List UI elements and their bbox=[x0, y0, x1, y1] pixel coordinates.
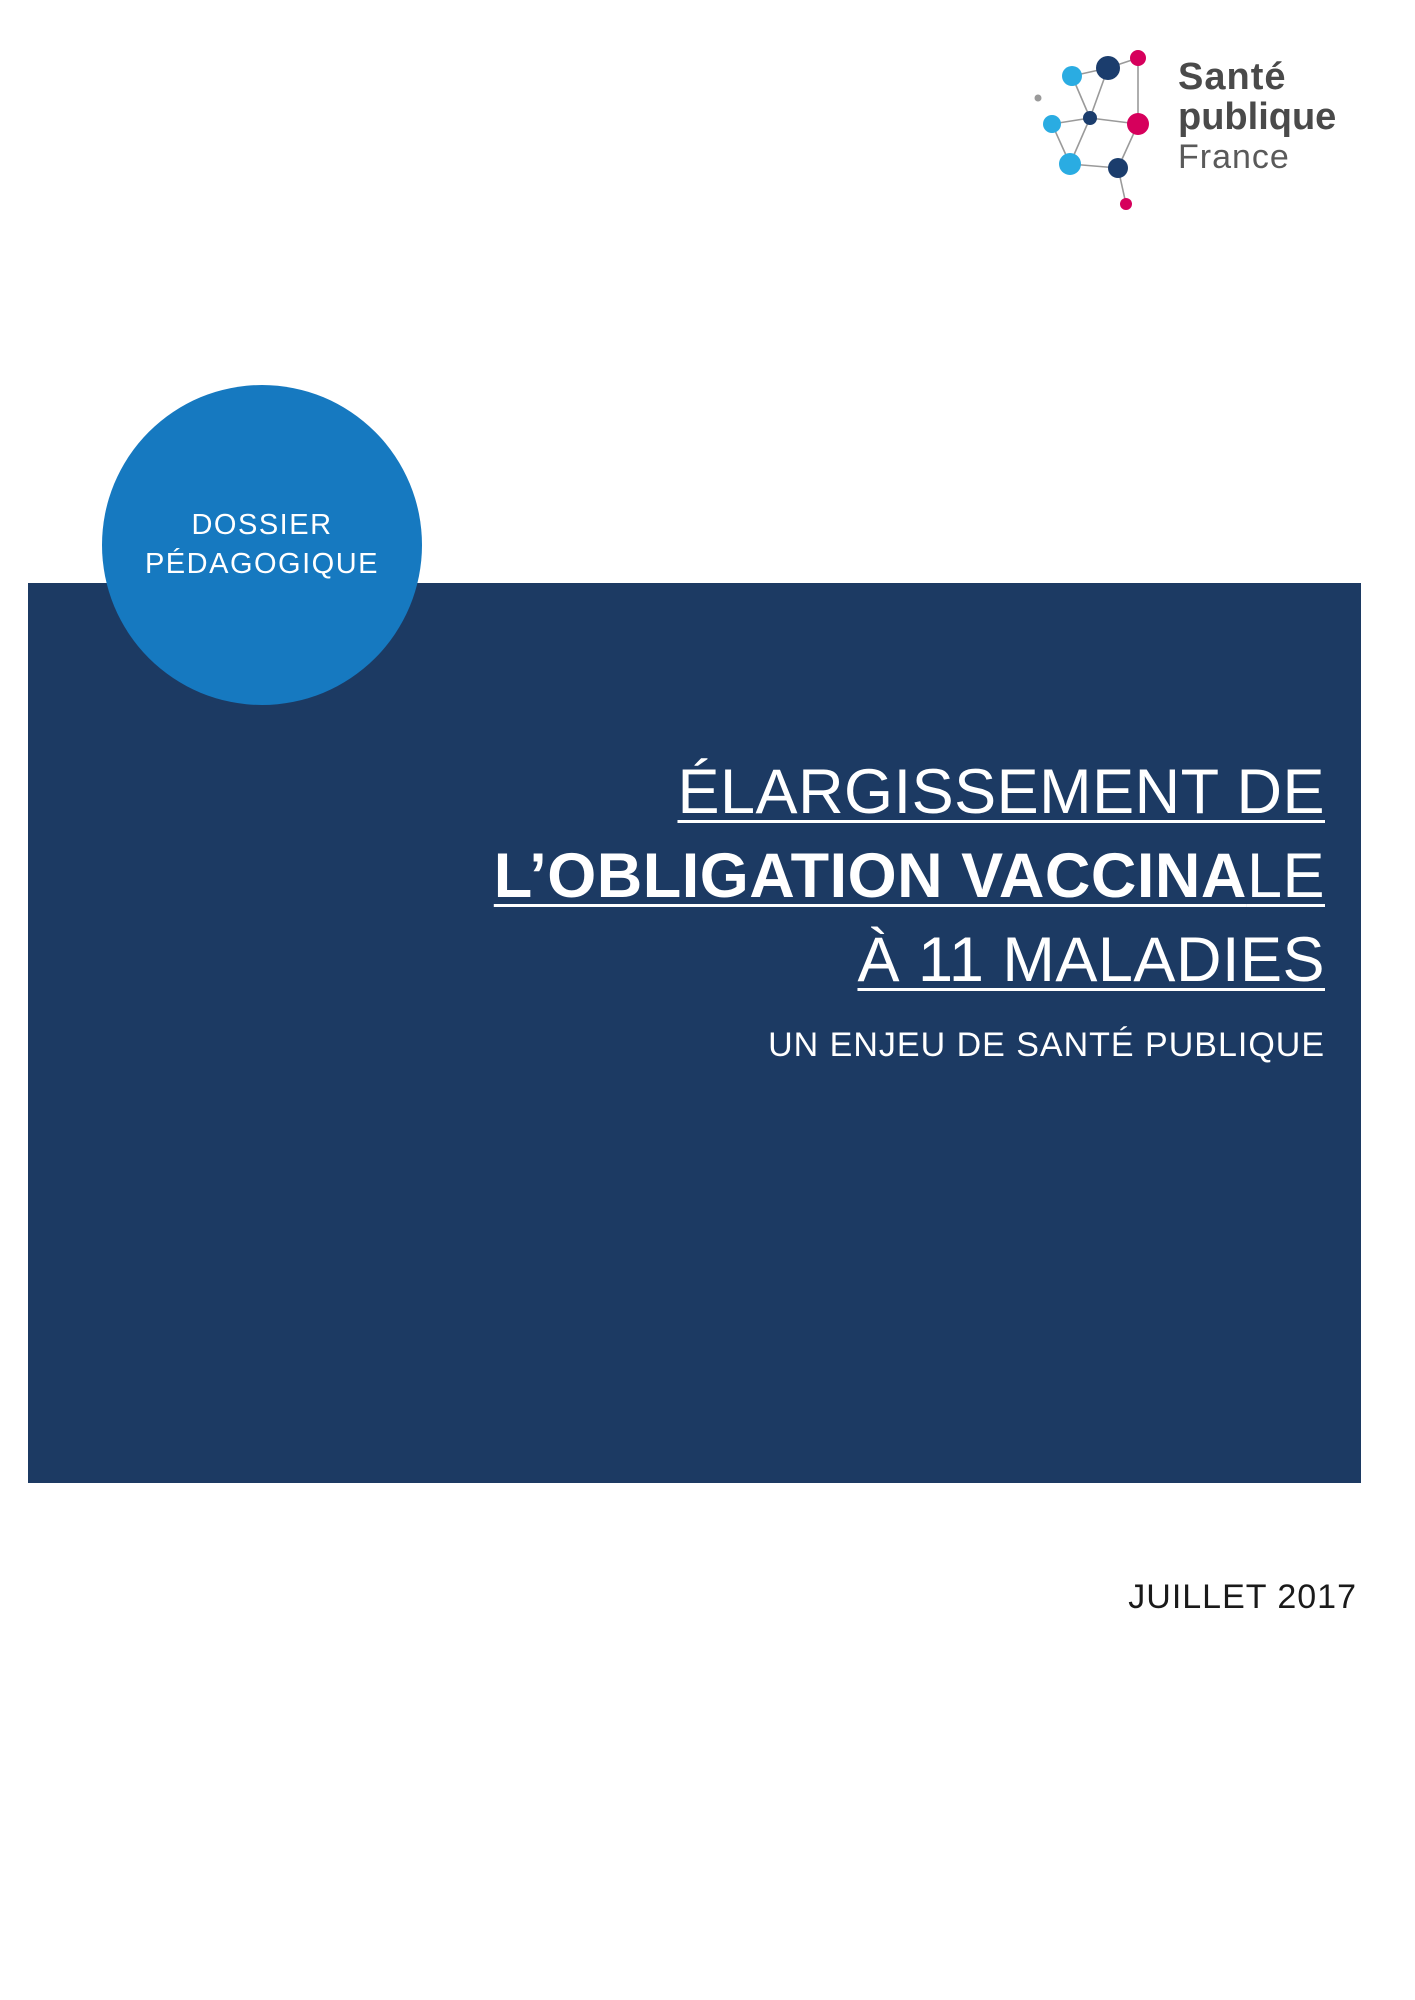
network-mark-icon bbox=[1030, 46, 1180, 216]
badge-line-2: PÉDAGOGIQUE bbox=[144, 548, 380, 580]
cover-title-line-3 bbox=[205, 919, 1325, 1003]
badge-line-1: DOSSIER bbox=[191, 508, 333, 541]
brand-logo bbox=[1030, 38, 1350, 218]
cover-title-line-2 bbox=[205, 835, 1325, 919]
cover-title-block bbox=[205, 751, 1325, 1065]
brand-wordmark bbox=[1178, 58, 1358, 177]
brand-line-france: France bbox=[1178, 137, 1290, 176]
cover-title-line-3-text: À 11 MALADIES bbox=[857, 924, 1325, 995]
document-type-badge bbox=[102, 385, 422, 705]
cover-title-line-2-rest: LE bbox=[1246, 840, 1325, 911]
cover-title-line-1 bbox=[205, 751, 1325, 835]
cover-banner bbox=[28, 583, 1361, 1483]
document-date: JUILLET 2017 bbox=[1128, 1578, 1357, 1616]
cover-subtitle: UN ENJEU DE SANTÉ PUBLIQUE bbox=[768, 1026, 1325, 1065]
brand-line-sante: Santé bbox=[1178, 56, 1287, 98]
brand-line-publique: publique bbox=[1178, 95, 1337, 138]
cover-title-line-1-text: ÉLARGISSEMENT DE bbox=[677, 757, 1325, 827]
cover-title-line-2-bold: L’OBLIGATION VACCINA bbox=[493, 840, 1247, 911]
